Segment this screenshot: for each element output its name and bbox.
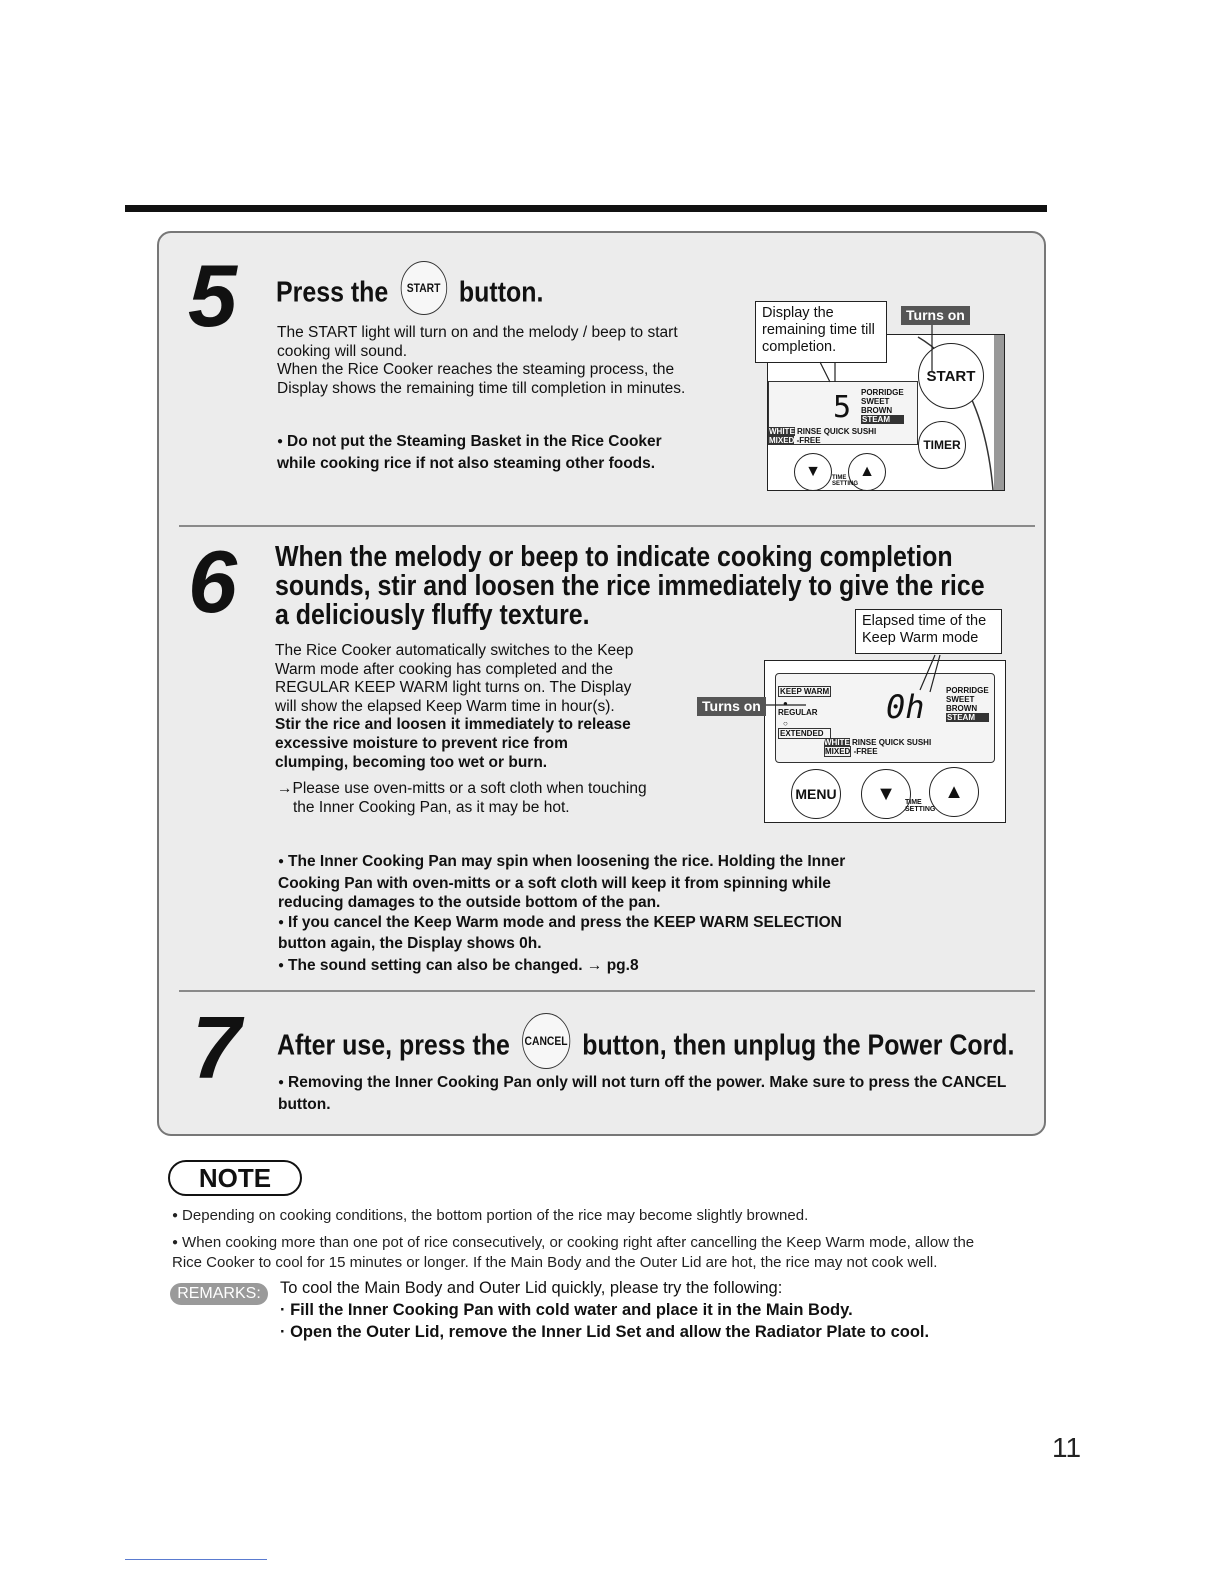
setting-label: SETTING: [832, 481, 859, 487]
step-6-body-line: Warm mode after cooking has completed and the: [275, 660, 614, 678]
extended-label: EXTENDED: [778, 728, 831, 739]
step-7-number: 7: [192, 998, 241, 1097]
menu-sweet: SWEET: [946, 695, 975, 704]
menu-sweet: SWEET: [861, 397, 890, 406]
step-6-body-line: The Rice Cooker automatically switches to the Keep: [275, 642, 634, 659]
menu-label: MENU: [795, 786, 837, 802]
bullet-line: ● Removing the Inner Cooking Pan only will not turn off the power. Make sure to press the CANCEL: [292, 1073, 1052, 1095]
step-6-bullet: [278, 913, 898, 954]
step-5-body-line: Display shows the remaining time till completion in minutes.: [277, 379, 686, 397]
remarks-item: · Open the Outer Lid, remove the Inner Lid Set and allow the Radiator Plate to cool.: [280, 1323, 930, 1341]
step-6-body-line: will show the elapsed Keep Warm time in hour(s).: [275, 697, 615, 715]
start-label: START: [926, 367, 976, 385]
rice-sushi: SUSHI: [851, 427, 877, 436]
callout-leaders-1: [810, 324, 940, 384]
setting-label: SETTING: [905, 806, 936, 813]
rice-free: -FREE: [796, 436, 821, 445]
rice-quick: QUICK: [823, 427, 850, 436]
time-label: TIME: [832, 475, 847, 481]
timer-label: TIMER: [923, 438, 961, 452]
lcd-display-1: [768, 381, 918, 445]
rice-row-1b: [769, 436, 821, 445]
note-line: ● Depending on cooking conditions, the bottom portion of the rice may become slightly browned.: [188, 1207, 1042, 1227]
menu-porridge: PORRIDGE: [946, 686, 989, 695]
down-button-2[interactable]: [861, 769, 911, 819]
step-5-bullet-line: while cooking rice if not also steaming other foods.: [277, 454, 656, 472]
rice-row-2b: [824, 747, 878, 756]
note-item: [172, 1207, 1042, 1227]
callout-line: completion.: [762, 339, 837, 355]
callout-line: Display the: [762, 305, 834, 321]
bullet-line: button.: [278, 1095, 331, 1113]
callout-line: remaining time till: [762, 322, 875, 338]
time-setting-label-2: [905, 799, 935, 813]
top-rule: [125, 205, 1047, 212]
rice-rinse: RINSE: [797, 427, 822, 436]
menu-brown: BROWN: [861, 406, 893, 415]
note-label: NOTE: [168, 1160, 302, 1196]
note-line: ● When cooking more than one pot of rice consecutively, or cooking right after cancelling the Keep Warm mode, allow the: [188, 1234, 1042, 1254]
step-6-body-line: REGULAR KEEP WARM light turns on. The Display: [275, 679, 632, 697]
menu-button[interactable]: [791, 769, 841, 819]
down-arrow-icon: ▼: [805, 463, 821, 480]
rice-mixed: MIXED: [825, 747, 851, 756]
lcd-digit-2: 0h: [886, 688, 925, 726]
keep-warm-label: KEEP WARM: [780, 687, 830, 696]
time-setting-label-1: [832, 475, 858, 487]
remarks-label: REMARKS:: [170, 1283, 268, 1305]
menu-list-1: [861, 388, 904, 424]
step-5-bullet-line: ● Do not put the Steaming Basket in the Rice Cooker: [291, 432, 731, 454]
rice-rinse: RINSE: [852, 738, 877, 747]
note-line: Rice Cooker to cool for 15 minutes or longer. If the Main Body and the Outer Lid are hot, the rice may not cook well.: [172, 1254, 938, 1271]
step-6-bullet: [278, 956, 898, 978]
time-label: TIME: [905, 799, 922, 806]
bullet-line: ● If you cancel the Keep Warm mode and press the KEEP WARM SELECTION: [292, 913, 898, 935]
rice-white: WHITE: [824, 738, 850, 747]
menu-brown: BROWN: [946, 704, 978, 713]
step-6-title-line: a deliciously fluffy texture.: [275, 599, 590, 631]
turns-on-label-2: Turns on: [697, 697, 766, 716]
step-6-bullet: [278, 852, 898, 913]
step-5-bullet: [277, 432, 731, 473]
lcd-digit-1: 5: [833, 390, 852, 425]
turns-on-label-1: Turns on: [901, 306, 970, 325]
note-list: [172, 1207, 1042, 1272]
timer-button[interactable]: [918, 421, 966, 469]
rice-free: -FREE: [853, 747, 878, 756]
up-arrow-icon: ▲: [944, 780, 964, 803]
rice-mixed: MIXED: [769, 436, 795, 445]
start-button-icon: [400, 261, 446, 315]
menu-steam: STEAM: [861, 415, 904, 424]
step-divider-2: [179, 990, 1035, 992]
step-7-title-pre: After use, press the: [277, 1029, 510, 1062]
cancel-button-icon: [522, 1013, 570, 1069]
rice-row-1: [769, 427, 876, 436]
remarks-item: · Fill the Inner Cooking Pan with cold water and place it in the Main Body.: [280, 1301, 853, 1319]
cancel-button-label: CANCEL: [524, 1033, 568, 1048]
callout-line: Elapsed time of the: [862, 613, 987, 629]
bullet-line: Cooking Pan with oven-mitts or a soft cloth will keep it from spinning while: [278, 874, 831, 892]
regular-label: REGULAR: [778, 708, 818, 717]
step-7-title: [277, 1019, 1014, 1075]
step-6-title-line: When the melody or beep to indicate cooking completion: [275, 541, 953, 573]
arrow-note-line: →Please use oven-mitts or a soft cloth when touching: [277, 780, 647, 797]
note-item: [172, 1234, 1042, 1272]
bullet-line: button again, the Display shows 0h.: [278, 935, 542, 952]
step-6-bold-line: Stir the rice and loosen it immediately to release: [275, 716, 631, 734]
start-button-label: START: [406, 280, 441, 295]
step-6-arrow-note: [277, 780, 697, 817]
step-6-body: [275, 642, 695, 772]
bullet-line: reducing damages to the outside bottom of the pan.: [278, 894, 661, 911]
bullet-line: ● The sound setting can also be changed. → pg.8: [292, 956, 898, 978]
step-6-number: 6: [188, 532, 237, 631]
rice-sushi: SUSHI: [906, 738, 932, 747]
rice-white: WHITE: [769, 427, 795, 436]
callout-elapsed-time: [855, 609, 1002, 654]
step-6-bold-line: clumping, becoming too wet or burn.: [275, 753, 548, 771]
remarks-intro: To cool the Main Body and Outer Lid quickly, please try the following:: [280, 1279, 783, 1297]
step-5-title-pre: Press the: [276, 276, 389, 309]
remarks-text: [280, 1277, 1040, 1343]
menu-steam: STEAM: [946, 713, 989, 722]
step-divider-1: [179, 525, 1035, 527]
step-5-body-line: When the Rice Cooker reaches the steaming process, the: [277, 361, 675, 379]
rice-quick: QUICK: [878, 738, 905, 747]
footer-link-line: [125, 1559, 267, 1560]
extended-indicator-icon: ○: [783, 719, 788, 728]
callout-line: Keep Warm mode: [862, 630, 979, 646]
page-number: 11: [1052, 1432, 1082, 1463]
up-arrow-icon: ▲: [859, 463, 875, 480]
callout-leaders-2: [750, 650, 950, 720]
step-6-title-line: sounds, stir and loosen the rice immediately to give the rice: [275, 570, 985, 602]
step-5-body-line: cooking will sound.: [277, 342, 408, 360]
regular-indicator-icon: ●: [783, 699, 788, 708]
up-button-2[interactable]: [929, 767, 979, 817]
down-arrow-icon: ▼: [876, 782, 896, 805]
arrow-note-line: the Inner Cooking Pan, as it may be hot.: [293, 798, 570, 816]
bullet-line: ● The Inner Cooking Pan may spin when loosening the rice. Holding the Inner: [292, 852, 898, 874]
step-5-title: [276, 267, 543, 321]
menu-list-2: [946, 686, 989, 722]
step-6-bold-line: excessive moisture to prevent rice from: [275, 734, 568, 752]
menu-porridge: PORRIDGE: [861, 388, 904, 397]
down-button-1[interactable]: [794, 453, 832, 491]
step-5-title-post: button.: [458, 276, 544, 309]
step-7-title-post: button, then unplug the Power Cord.: [582, 1029, 1015, 1062]
step-5-body-line: The START light will turn on and the melody / beep to start: [277, 324, 678, 341]
step-5-body: [277, 324, 737, 398]
step-6-bullets: [278, 852, 898, 977]
step-5-number: 5: [188, 246, 237, 345]
step-7-bullet: [278, 1073, 1052, 1114]
